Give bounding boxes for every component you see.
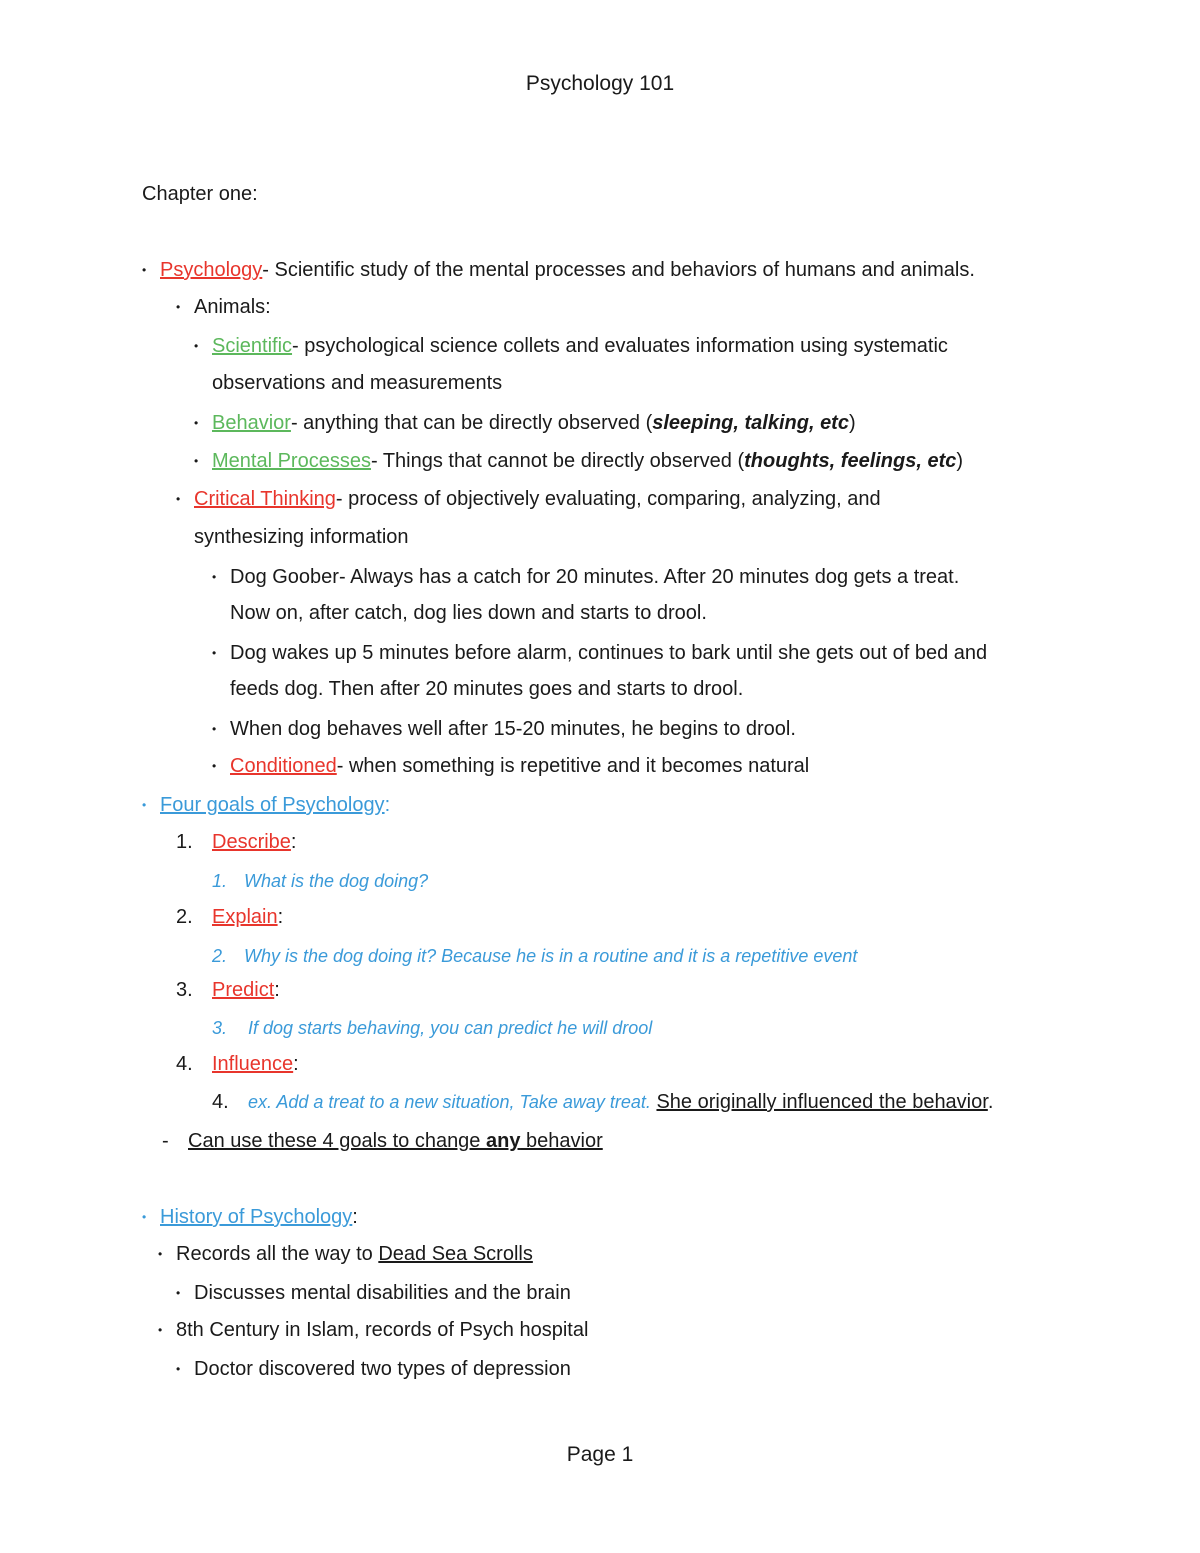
- dog-alarm-item: [212, 641, 987, 665]
- dog-behaves-text: When dog behaves well after 15-20 minutes, he begins to drool.: [230, 718, 796, 740]
- goal-number: 1.: [176, 831, 193, 853]
- period: .: [987, 1091, 994, 1113]
- term-critical-thinking: Critical Thinking: [194, 488, 336, 510]
- goal-number: 3.: [176, 979, 193, 1001]
- dead-sea-scrolls: Dead Sea Scrolls: [378, 1243, 533, 1265]
- goal-influence-sub: [212, 1090, 993, 1114]
- term-psychology: Psychology: [160, 259, 263, 281]
- colon: :: [352, 1206, 358, 1228]
- goal-explain: 2. Explain:: [176, 906, 284, 928]
- bullet-icon: •: [194, 339, 199, 353]
- paren-close: ): [956, 450, 964, 472]
- scientific-def-cont: observations and measurements: [212, 372, 503, 394]
- dog-goober-text: Dog Goober- Always has a catch for 20 minutes. After 20 minutes dog gets a treat.: [230, 566, 960, 588]
- sub-number: 4.: [212, 1091, 229, 1113]
- dog-alarm-cont: feeds dog. Then after 20 minutes goes and starts to drool.: [230, 678, 744, 700]
- critical-thinking-item: [176, 487, 881, 511]
- term-conditioned: Conditioned: [230, 755, 337, 777]
- goal-describe-sub: [212, 869, 428, 893]
- mental-def: - Things that cannot be directly observed (: [370, 450, 745, 472]
- goal-influence: 4. Influence:: [176, 1053, 299, 1075]
- goal-describe: 1. Describe:: [176, 831, 297, 853]
- goal-sub-text: Why is the dog doing it? Because he is in a routine and it is a repetitive event: [244, 946, 858, 966]
- change-text-bold: any: [486, 1130, 521, 1152]
- term-behavior: Behavior: [212, 412, 291, 434]
- conditioned-item: [212, 754, 809, 778]
- scientific-def: - psychological science collets and evaluates information using systematic: [292, 335, 948, 357]
- behavior-item: [194, 411, 856, 435]
- bullet-icon: •: [142, 263, 147, 277]
- sub-number: 2.: [212, 946, 228, 966]
- bullet-icon: •: [194, 416, 199, 430]
- behavior-examples: sleeping, talking, etc: [652, 412, 849, 434]
- dog-goober-item: [212, 565, 959, 589]
- century-text: 8th Century in Islam, records of Psych hospital: [176, 1319, 589, 1341]
- goal-predict: 3. Predict:: [176, 979, 280, 1001]
- scientific-item: [194, 334, 948, 358]
- four-goals-heading: [142, 793, 390, 817]
- goal-sub-text: What is the dog doing?: [244, 871, 429, 891]
- goal-explain-sub: [212, 944, 857, 968]
- bullet-icon: •: [176, 300, 181, 314]
- psychology-def: - Scientific study of the mental processes and behaviors of humans and animals.: [262, 259, 975, 281]
- change-behavior-text: [188, 1130, 603, 1152]
- critical-def: - process of objectively evaluating, comparing, analyzing, and: [335, 488, 881, 510]
- dog-goober-cont: Now on, after catch, dog lies down and starts to drool.: [230, 602, 707, 624]
- records-text: Records all the way to: [176, 1243, 379, 1265]
- conditioned-def: - when something is repetitive and it becomes natural: [336, 755, 810, 777]
- mental-examples: thoughts, feelings, etc: [744, 450, 957, 472]
- behavior-def: - anything that can be directly observed (: [290, 412, 653, 434]
- history-century: [158, 1318, 588, 1342]
- bullet-icon: •: [142, 1210, 147, 1224]
- influence-note: She originally influenced the behavior: [656, 1091, 988, 1113]
- bullet-icon: •: [194, 454, 199, 468]
- bullet-icon: •: [212, 570, 217, 584]
- history-records: [158, 1242, 533, 1266]
- goal-term: Explain: [212, 906, 278, 928]
- page-title: Psychology 101: [525, 72, 675, 95]
- goal-number: 4.: [176, 1053, 193, 1075]
- psychology-definition: [142, 258, 975, 282]
- bullet-icon: •: [158, 1323, 163, 1337]
- history-heading: [142, 1205, 358, 1229]
- bullet-icon: •: [158, 1247, 163, 1261]
- history-title: History of Psychology: [160, 1206, 353, 1228]
- bullet-icon: •: [212, 646, 217, 660]
- chapter-heading: Chapter one:: [142, 183, 258, 205]
- dash-bullet: -: [162, 1130, 169, 1152]
- history-doctor: [176, 1357, 571, 1381]
- animals-item: [176, 295, 271, 319]
- mental-processes-item: [194, 449, 963, 473]
- bullet-icon: •: [176, 1286, 181, 1300]
- goal-sub-text: ex. Add a treat to a new situation, Take away treat.: [248, 1092, 651, 1112]
- colon: :: [384, 794, 391, 816]
- sub-number: 3.: [212, 1018, 228, 1038]
- bullet-icon: •: [212, 722, 217, 736]
- dog-behaves-item: [212, 717, 796, 741]
- bullet-icon: •: [212, 759, 217, 773]
- paren-close: ): [848, 412, 856, 434]
- bullet-icon: •: [176, 1362, 181, 1376]
- term-scientific: Scientific: [212, 335, 293, 357]
- change-text-b: behavior: [520, 1130, 603, 1152]
- doctor-text: Doctor discovered two types of depression: [194, 1358, 571, 1380]
- goal-term: Predict: [212, 979, 275, 1001]
- goal-sub-text: If dog starts behaving, you can predict he will drool: [248, 1018, 653, 1038]
- bullet-icon: •: [176, 492, 181, 506]
- goal-number: 2.: [176, 906, 193, 928]
- goal-term: Describe: [212, 831, 291, 853]
- goal-term: Influence: [212, 1053, 294, 1075]
- history-discusses: [176, 1281, 571, 1305]
- change-text-a: Can use these 4 goals to change: [188, 1130, 486, 1152]
- critical-def-cont: synthesizing information: [194, 526, 409, 548]
- change-behavior-note: [162, 1129, 603, 1153]
- four-goals-title: Four goals of Psychology: [160, 794, 385, 816]
- bullet-icon: •: [142, 798, 147, 812]
- sub-number: 1.: [212, 871, 228, 891]
- discusses-text: Discusses mental disabilities and the brain: [194, 1282, 571, 1304]
- animals-label: Animals:: [194, 296, 271, 318]
- term-mental-processes: Mental Processes: [212, 450, 371, 472]
- goal-predict-sub: [212, 1016, 652, 1040]
- dog-alarm-text: Dog wakes up 5 minutes before alarm, continues to bark until she gets out of bed and: [230, 642, 988, 664]
- page-number: Page 1: [566, 1443, 634, 1466]
